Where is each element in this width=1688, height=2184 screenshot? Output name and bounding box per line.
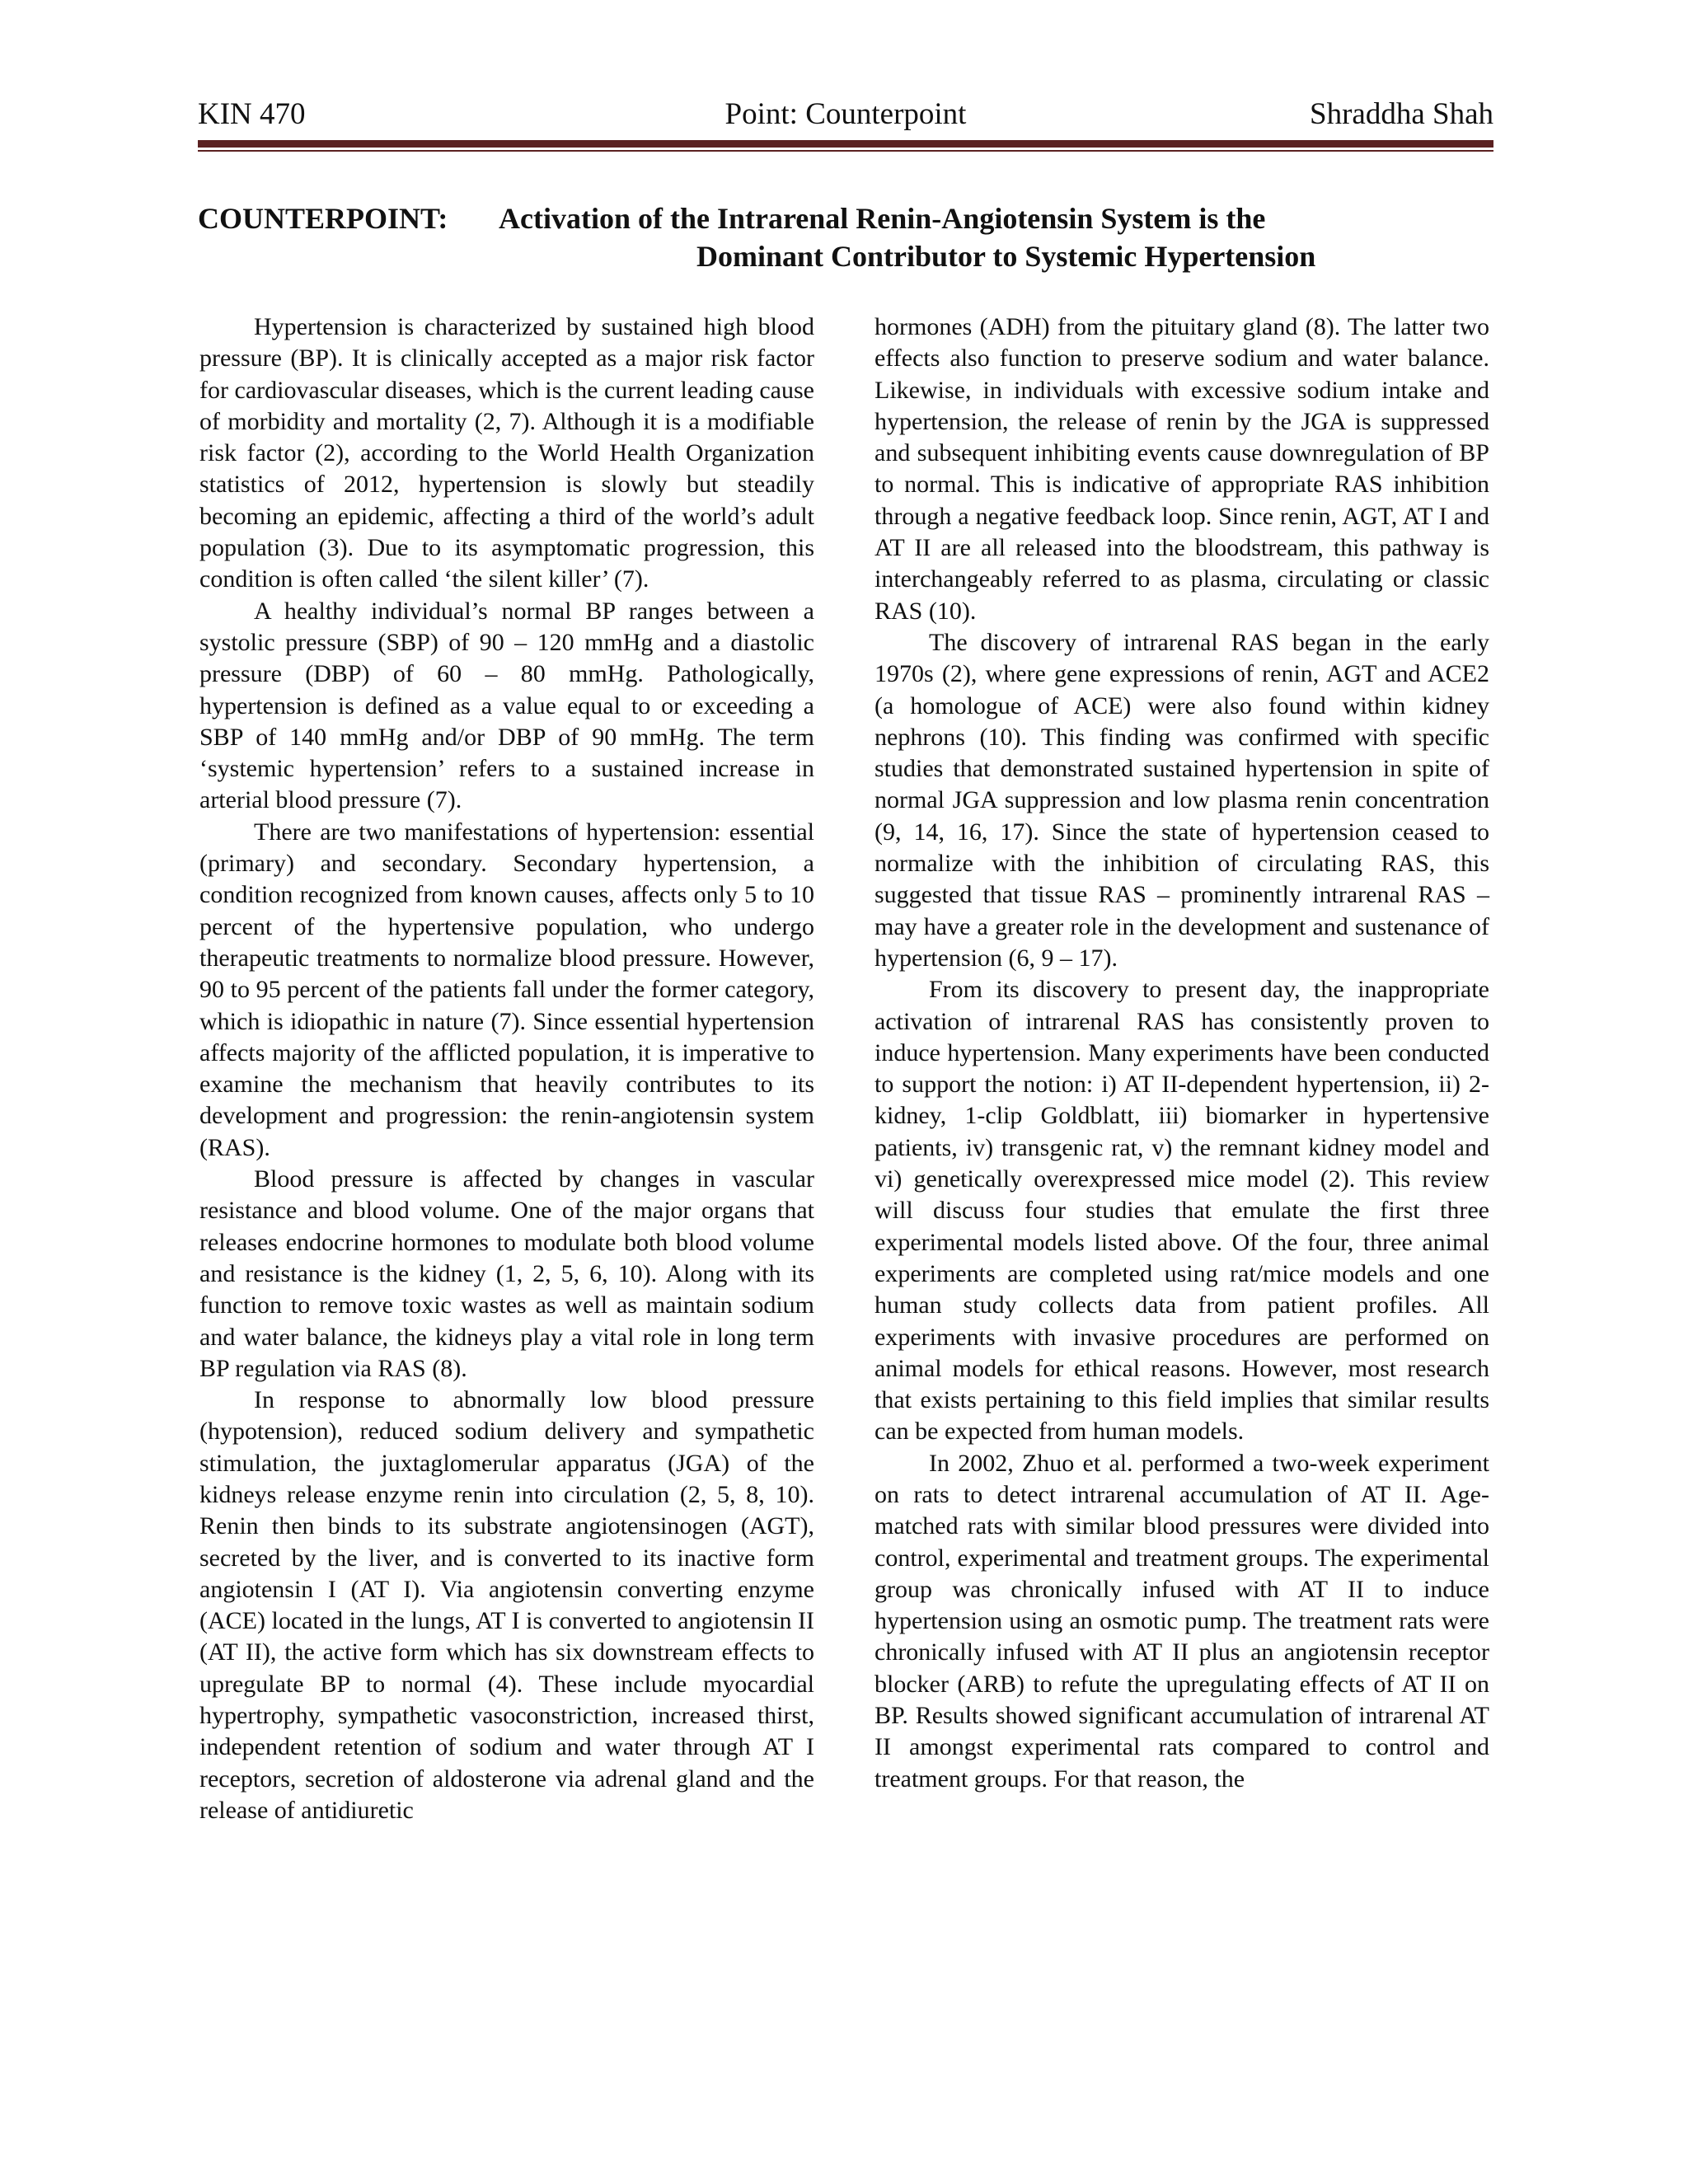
running-header [198, 92, 1493, 142]
header-rule-thick [198, 140, 1493, 148]
paragraph: From its discovery to present day, the inappropriate activation of intrarenal RAS has consistently proven to induce hypertension. Many experiments have been conducted to support the notion: i) AT II-dependent hypertension, ii) 2-kidney, 1-clip Goldblatt, iii) biomarker in hypertensive patients, iv) transgenic rat, v) the remnant kidney model and vi) genetically overexpressed mice model (2). This review will discuss four studies that emulate the first three experimental models listed above. Of the four, three animal experiments are completed using rat/mice models and one human study collects data from patient profiles. All experiments with invasive procedures are performed on animal models for ethical reasons. However, most research that exists pertaining to this field implies that similar results can be expected from human models. [874, 976, 1489, 1446]
paragraph: The discovery of intrarenal RAS began in the early 1970s (2), where gene expressions of renin, AGT and ACE2 (a homologue of ACE) were also found within kidney nephrons (10). This finding was confirmed with specific studies that demonstrated sustained hypertension in spite of normal JGA suppression and low plasma renin concentration (9, 14, 16, 17). Since the state of hypertension ceased to normalize with the inhibition of circulating RAS, this suggested that tissue RAS – prominently intrarenal RAS – may have a greater role in the development and sustenance of hypertension (6, 9 – 17). [874, 628, 1489, 972]
author-name: Shraddha Shah [1310, 97, 1493, 131]
title-line-2: Dominant Contributor to Systemic Hypertension [696, 240, 1316, 273]
title-label: COUNTERPOINT: [198, 202, 448, 235]
left-column [199, 312, 814, 1826]
paragraph: A healthy individual’s normal BP ranges between a systolic pressure (SBP) of 90 – 120 mmHg and a diastolic pressure (DBP) of 60 – 80 mmHg. Pathologically, hypertension is defined as a value equal to or exceeding a SBP of 140 mmHg and/or DBP of 90 mmHg. The term ‘systemic hypertension’ refers to a sustained increase in arterial blood pressure (7). [199, 597, 814, 814]
paragraph: In 2002, Zhuo et al. performed a two-week experiment on rats to detect intrarenal accumulation of AT II. Age-matched rats with similar blood pressures were divided into control, experimental and treatment groups. The experimental group was chronically infused with AT II to induce hypertension using an osmotic pump. The treatment rats were chronically infused with AT II plus an angiotensin receptor blocker (ARB) to refute the upregulating effects of AT II on BP. Results showed significant accumulation of intrarenal AT II amongst experimental rats compared to control and treatment groups. For that reason, the [874, 1449, 1489, 1793]
paragraph: Blood pressure is affected by changes in vascular resistance and blood volume. One of the major organs that releases endocrine hormones to modulate both blood volume and resistance is the kidney (1, 2, 5, 6, 10). Along with its function to remove toxic wastes as well as maintain sodium and water balance, the kidneys play a vital role in long term BP regulation via RAS (8). [199, 1165, 814, 1382]
paragraph: Hypertension is characterized by sustained high blood pressure (BP). It is clinically accepted as a major risk factor for cardiovascular diseases, which is the current leading cause of morbidity and mortality (2, 7). Although it is a modifiable risk factor (2), according to the World Health Organization statistics of 2012, hypertension is slowly but steadily becoming an epidemic, affecting a third of the world’s adult population (3). Due to its asymptomatic progression, this condition is often called ‘the silent killer’ (7). [199, 313, 814, 593]
paragraph: In response to abnormally low blood pressure (hypotension), reduced sodium delivery and sympathetic stimulation, the juxtaglomerular apparatus (JGA) of the kidneys release enzyme renin into circulation (2, 5, 8, 10). Renin then binds to its substrate angiotensinogen (AGT), secreted by the liver, and is converted to its inactive form angiotensin I (AT I). Via angiotensin converting enzyme (ACE) located in the lungs, AT I is converted to angiotensin II (AT II), the active form which has six downstream effects to upregulate BP to normal (4). These include myocardial hypertrophy, sympathetic vasoconstriction, increased thirst, independent retention of sodium and water through AT I receptors, secretion of aldosterone via adrenal gland and the release of antidiuretic [199, 1386, 814, 1824]
document-type: Point: Counterpoint [724, 97, 967, 131]
course-code: KIN 470 [198, 97, 306, 131]
right-column [874, 312, 1489, 1795]
header-rule-thin [198, 150, 1493, 152]
paragraph-continued: hormones (ADH) from the pituitary gland (8). The latter two effects also function to preserve sodium and water balance. Likewise, in individuals with excessive sodium intake and hypertension, the release of renin by the JGA is suppressed and subsequent inhibiting events cause downregulation of BP to normal. This is indicative of appropriate RAS inhibition through a negative feedback loop. Since renin, AGT, AT I and AT II are all released into the bloodstream, this pathway is interchangeably referred to as plasma, circulating or classic RAS (10). [874, 313, 1489, 625]
paragraph: There are two manifestations of hypertension: essential (primary) and secondary. Secondary hypertension, a condition recognized from known causes, affects only 5 to 10 percent of the hypertensive population, who undergo therapeutic treatments to normalize blood pressure. However, 90 to 95 percent of the patients fall under the former category, which is idiopathic in nature (7). Since essential hypertension affects majority of the afflicted population, it is imperative to examine the mechanism that heavily contributes to its development and progression: the renin-angiotensin system (RAS). [199, 818, 814, 1161]
title-line-1: Activation of the Intrarenal Renin-Angiotensin System is the [499, 202, 1266, 235]
